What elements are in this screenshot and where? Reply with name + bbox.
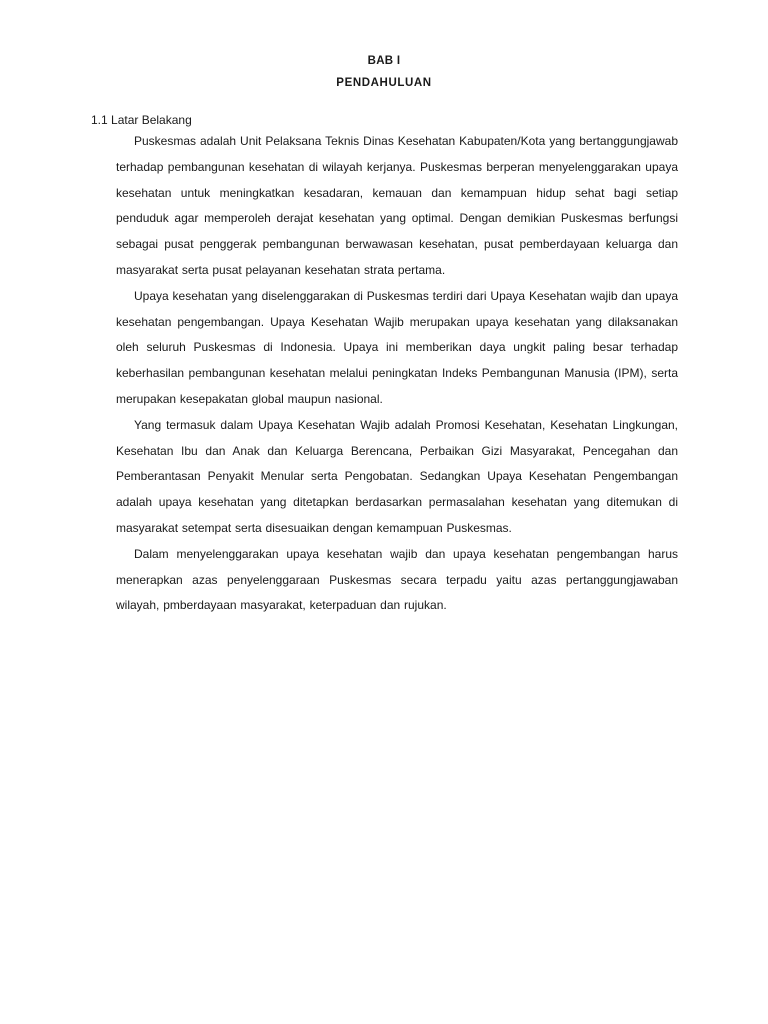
- chapter-title: PENDAHULUAN: [336, 77, 432, 89]
- paragraph: Dalam menyelenggarakan upaya kesehatan wajib dan upaya kesehatan pengembangan harus menerapkan azas penyelenggaraan Puskesmas secara terpadu yaitu azas pertanggungjawaban wilayah, pmberdayaan masyarakat, keterpaduan dan rujukan.: [116, 546, 678, 613]
- chapter-number: BAB I: [367, 55, 401, 67]
- body-text: [116, 129, 678, 619]
- paragraph: Upaya kesehatan yang diselenggarakan di Puskesmas terdiri dari Upaya Kesehatan wajib dan upaya kesehatan pengembangan. Upaya Kesehatan Wajib merupakan upaya kesehatan yang dilaksanakan oleh seluruh Puskesmas di Indonesia. Upaya ini memberikan daya ungkit paling besar terhadap keberhasilan pembangunan kesehatan melalui peningkatan Indeks Pembangunan Manusia (IPM), serta merupakan kesepakatan global maupun nasional.: [116, 288, 678, 406]
- paragraph: Yang termasuk dalam Upaya Kesehatan Wajib adalah Promosi Kesehatan, Kesehatan Lingkungan, Kesehatan Ibu dan Anak dan Keluarga Berencana, Perbaikan Gizi Masyarakat, Pencegahan dan Pemberantasan Penyakit Menular serta Pengobatan. Sedangkan Upaya Kesehatan Pengembangan adalah upaya kesehatan yang ditetapkan berdasarkan permasalahan kesehatan yang ditemukan di masyarakat setempat serta disesuaikan dengan kemampuan Puskesmas.: [116, 417, 678, 535]
- paragraph: Puskesmas adalah Unit Pelaksana Teknis Dinas Kesehatan Kabupaten/Kota yang bertanggungjawab terhadap pembangunan kesehatan di wilayah kerjanya. Puskesmas berperan menyelenggarakan upaya kesehatan untuk meningkatkan kesadaran, kemauan dan kemampuan hidup sehat bagi setiap penduduk agar memperoleh derajat kesehatan yang optimal. Dengan demikian Puskesmas berfungsi sebagai pusat penggerak pembangunan berwawasan kesehatan, pusat pemberdayaan keluarga dan masyarakat serta pusat pelayanan kesehatan strata pertama.: [116, 134, 678, 277]
- section-heading: 1.1 Latar Belakang: [91, 113, 192, 127]
